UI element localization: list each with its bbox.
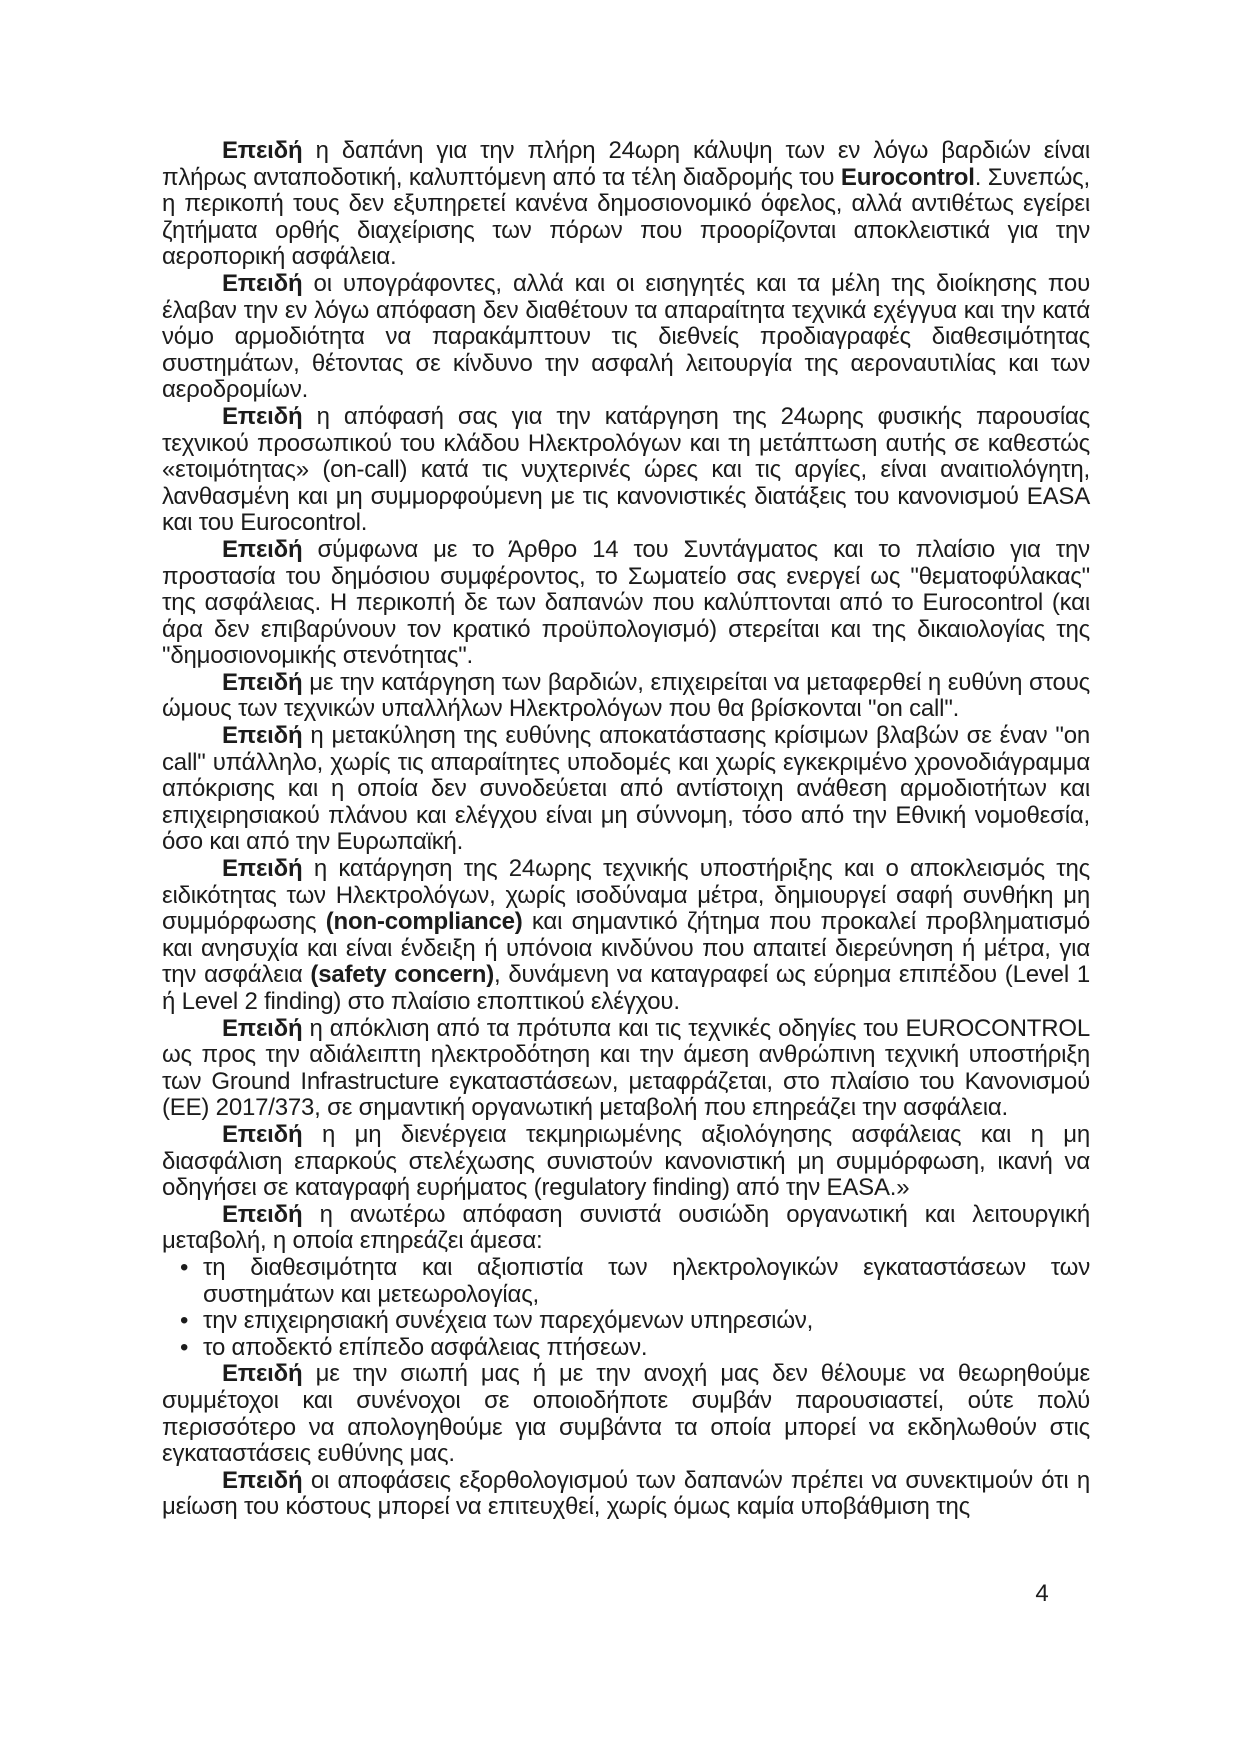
text-run: την επιχειρησιακή συνέχεια των παρεχόμενων υπηρεσιών, <box>203 1307 814 1335</box>
bold-text: Επειδή <box>222 535 303 563</box>
text-run: και σημαντικό ζήτημα που προκαλεί προβληματισμό και ανησυχία και είναι ένδειξη ή υπόνοια κινδύνου που απαιτεί διερεύνηση ή μέτρα, για την ασφάλεια <box>162 908 1090 989</box>
text-run: το αποδεκτό επίπεδο ασφάλειας πτήσεων. <box>203 1333 648 1361</box>
bold-text: (non-compliance) <box>325 908 523 936</box>
text-run: τη διαθεσιμότητα και αξιοπιστία των ηλεκτρολογικών εγκαταστάσεων των συστημάτων και μετεωρολογίας, <box>203 1253 1090 1308</box>
paragraph <box>162 723 1090 856</box>
text-run: , δυνάμενη να καταγραφεί ως εύρημα επιπέδου (Level 1 ή Level 2 finding) στο πλαίσιο εποπτικού ελέγχου. <box>162 961 1090 1015</box>
text-run: η κατάργηση της 24ωρης τεχνικής υποστήριξης και ο αποκλεισμός της ειδικότητας των Ηλεκτρολόγων, χωρίς ισοδύναμα μέτρα, δημιουργεί σαφή συνθήκη μη συμμόρφωσης <box>162 855 1090 936</box>
paragraph <box>162 1468 1090 1521</box>
text-run: σύμφωνα με το Άρθρο 14 του Συντάγματος και το πλαίσιο για την προστασία του δημόσιου συμφέροντος, το Σωματείο σας ενεργεί ως "θεματοφύλακας" της ασφάλειας. Η περικοπή δε των δαπανών που καλύπτονται από το Eurocontrol (και άρα δεν επιβαρύνουν τον κρατικό προϋπολογισμό) στερείται και της δικαιολογίας της "δημοσιονομικής στενότητας". <box>162 535 1090 670</box>
paragraph <box>162 1122 1090 1202</box>
paragraph <box>162 1202 1090 1255</box>
text-run: με την κατάργηση των βαρδιών, επιχειρείται να μεταφερθεί η ευθύνη στους ώμους των τεχνικών υπαλλήλων Ηλεκτρολόγων που θα βρίσκονται "on call". <box>162 668 1090 723</box>
text-run: οι αποφάσεις εξορθολογισμού των δαπανών πρέπει να συνεκτιμούν ότι η μείωση του κόστους μπορεί να επιτευχθεί, χωρίς όμως καμία υποβάθμιση της <box>162 1466 1090 1521</box>
bold-text: (safety concern) <box>310 961 495 989</box>
paragraph <box>162 670 1090 723</box>
bold-text: Επειδή <box>222 269 303 297</box>
bullet-icon: • <box>180 1253 189 1281</box>
bold-text: Επειδή <box>222 722 303 750</box>
bold-text: Επειδή <box>222 855 303 883</box>
bullet-item <box>162 1335 1090 1362</box>
bullet-item <box>162 1308 1090 1335</box>
bold-text: Επειδή <box>222 1120 303 1148</box>
bullet-text <box>203 1307 813 1334</box>
document-body <box>162 138 1090 1521</box>
text-run: οι υπογράφοντες, αλλά και οι εισηγητές και τα μέλη της διοίκησης που έλαβαν την εν λόγω απόφαση δεν διαθέτουν τα απαραίτητα τεχνικά εχέγγυα και την κατά νόμο αρμοδιότητα να παρακάμπτουν τις διεθνείς προδιαγραφές διαθεσιμότητας συστημάτων, θέτοντας σε κίνδυνο την ασφαλή λειτουργία της αεροναυτιλίας και των αεροδρομίων. <box>162 269 1090 404</box>
bold-text: Επειδή <box>222 1466 303 1494</box>
paragraph <box>162 1016 1090 1122</box>
paragraph <box>162 856 1090 1016</box>
bold-text: Επειδή <box>222 137 303 164</box>
bold-text: Επειδή <box>222 1014 303 1042</box>
text-run: . Συνεπώς, η περικοπή τους δεν εξυπηρετεί κανένα δημοσιονομικό όφελος, αλλά αντιθέτως εγείρει ζητήματα ορθής διαχείρισης των πόρων που προορίζονται αποκλειστικά για την αεροπορική ασφάλεια. <box>162 163 1090 271</box>
text-run: η δαπάνη για την πλήρη 24ωρη κάλυψη των εν λόγω βαρδιών είναι πλήρως ανταποδοτική, καλυπτόμενη από τα τέλη διαδρομής του <box>162 137 1090 191</box>
text-run: η ανωτέρω απόφαση συνιστά ουσιώδη οργανωτική και λειτουργική μεταβολή, η οποία επηρεάζει άμεσα: <box>162 1200 1090 1255</box>
paragraph <box>162 404 1090 537</box>
paragraph <box>162 138 1090 271</box>
bold-text: Επειδή <box>222 1360 303 1388</box>
bullet-icon: • <box>180 1333 189 1361</box>
text-run: η απόφασή σας για την κατάργηση της 24ωρης φυσικής παρουσίας τεχνικού προσωπικού του κλάδου Ηλεκτρολόγων και τη μετάπτωση αυτής σε καθεστώς «ετοιμότητας» (on-call) κατά τις νυχτερινές ώρες και τις αργίες, είναι αναιτιολόγητη, λανθασμένη και μη συμμορφούμενη με τις κανονιστικές διατάξεις του κανονισμού EASA και του Eurocontrol. <box>162 402 1090 537</box>
bullet-text <box>203 1254 1090 1308</box>
bullet-icon: • <box>180 1307 189 1335</box>
bullet-item <box>162 1255 1090 1308</box>
text-run: με την σιωπή μας ή με την ανοχή μας δεν θέλουμε να θεωρηθούμε συμμέτοχοι και συνένοχοι σε οποιοδήποτε συμβάν παρουσιαστεί, ούτε πολύ περισσότερο να απολογηθούμε για συμβάντα τα οποία μπορεί να εκδηλωθούν στις εγκαταστάσεις ευθύνης μας. <box>162 1360 1090 1468</box>
text-run: η απόκλιση από τα πρότυπα και τις τεχνικές οδηγίες του EUROCONTROL ως προς την αδιάλειπτη ηλεκτροδότηση και την άμεση ανθρώπινη τεχνική υποστήριξη των Ground Infrastructure εγκαταστάσεων, μεταφράζεται, στο πλαίσιο του Κανονισμού (ΕΕ) 2017/373, σε σημαντική οργανωτική μεταβολή που επηρεάζει την ασφάλεια. <box>162 1014 1090 1122</box>
paragraph <box>162 1361 1090 1467</box>
text-run: η μετακύληση της ευθύνης αποκατάστασης κρίσιμων βλαβών σε έναν "on call" υπάλληλο, χωρίς τις απαραίτητες υποδομές και χωρίς εγκεκριμένο χρονοδιάγραμμα απόκρισης και η οποία δεν συνοδεύεται από αντίστοιχη ανάθεση αρμοδιοτήτων και επιχειρησιακού πλάνου και ελέγχου είναι μη σύννομη, τόσο από την Εθνική νομοθεσία, όσο και από την Ευρωπαϊκή. <box>162 722 1090 856</box>
bullet-text <box>203 1334 647 1361</box>
page-number: 4 <box>1035 1580 1049 1607</box>
bold-text: Επειδή <box>222 1200 303 1228</box>
bold-text: Επειδή <box>222 668 303 696</box>
paragraph <box>162 537 1090 670</box>
paragraph <box>162 271 1090 404</box>
text-run: η μη διενέργεια τεκμηριωμένης αξιολόγησης ασφάλειας και η μη διασφάλιση επαρκούς στελέχωσης συνιστούν κανονιστική μη συμμόρφωση, ικανή να οδηγήσει σε καταγραφή ευρήματος (regulatory finding) από την EASA.» <box>162 1120 1090 1202</box>
bold-text: Eurocontrol <box>840 163 975 191</box>
bold-text: Επειδή <box>222 402 303 430</box>
